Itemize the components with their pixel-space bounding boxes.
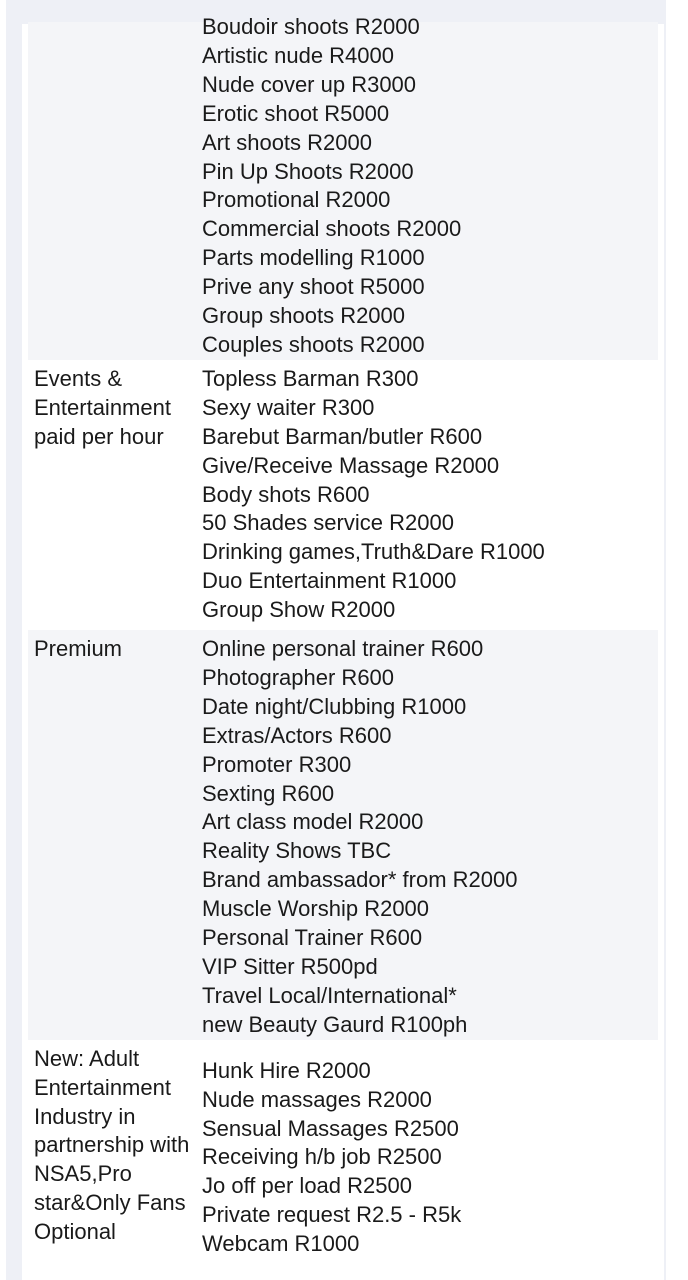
category-label: Premium bbox=[34, 636, 123, 662]
service-item: new Beauty Gaurd R100ph bbox=[202, 1011, 468, 1037]
category-label bbox=[34, 22, 198, 25]
service-item: Sensual Massages R2500 bbox=[202, 1115, 459, 1141]
service-item: Brand ambassador* from R2000 bbox=[202, 867, 518, 893]
service-item: Photographer R600 bbox=[202, 664, 395, 690]
service-item: Nude cover up R3000 bbox=[202, 71, 417, 97]
service-item: Personal Trainer R600 bbox=[202, 925, 423, 951]
service-item: Art class model R2000 bbox=[202, 809, 424, 835]
table-row bbox=[28, 365, 658, 625]
service-item: Reality Shows TBC bbox=[202, 838, 392, 864]
service-item: Commercial shoots R2000 bbox=[202, 216, 462, 242]
service-item: Erotic shoot R5000 bbox=[202, 100, 390, 126]
page-margin-right bbox=[666, 0, 688, 1280]
service-list bbox=[202, 13, 658, 360]
service-item: Jo off per load R2500 bbox=[202, 1173, 412, 1199]
service-item: Receiving h/b job R2500 bbox=[202, 1144, 442, 1170]
table-row bbox=[28, 630, 658, 1040]
service-list bbox=[202, 1045, 658, 1259]
page-margin-left bbox=[0, 0, 6, 1280]
service-item: Duo Entertainment R1000 bbox=[202, 568, 457, 594]
service-item: Promotional R2000 bbox=[202, 187, 391, 213]
service-item: Parts modelling R1000 bbox=[202, 245, 425, 271]
service-item: Prive any shoot R5000 bbox=[202, 274, 425, 300]
services-cell bbox=[198, 1045, 658, 1259]
category-label: Events & Entertainment paid per hour bbox=[34, 365, 171, 449]
service-item: Sexy waiter R300 bbox=[202, 394, 375, 420]
services-cell bbox=[198, 365, 658, 625]
service-item: Artistic nude R4000 bbox=[202, 42, 394, 68]
category-label: New: Adult Entertainment Industry in partnership with NSA5,Pro star&Only Fans Optional bbox=[34, 1045, 190, 1245]
service-list bbox=[202, 630, 658, 1040]
service-item: Travel Local/International* bbox=[202, 982, 457, 1008]
services-cell bbox=[198, 14, 658, 360]
category-cell bbox=[28, 630, 198, 1040]
services-rate-table bbox=[28, 14, 658, 1259]
services-cell bbox=[198, 630, 658, 1040]
service-item: Group shoots R2000 bbox=[202, 303, 406, 329]
service-item: Body shots R600 bbox=[202, 481, 370, 507]
service-item: VIP Sitter R500pd bbox=[202, 954, 378, 979]
table-row bbox=[28, 22, 658, 360]
service-item: Art shoots R2000 bbox=[202, 129, 372, 155]
service-item: Muscle Worship R2000 bbox=[202, 896, 430, 922]
service-item: Drinking games,Truth&Dare R1000 bbox=[202, 539, 545, 565]
service-item: Hunk Hire R2000 bbox=[202, 1057, 371, 1083]
service-item: Private request R2.5 - R5k bbox=[202, 1202, 462, 1228]
table-row bbox=[28, 1045, 658, 1259]
service-item: Extras/Actors R600 bbox=[202, 722, 392, 748]
service-list bbox=[202, 365, 658, 625]
service-item: Boudoir shoots R2000 bbox=[202, 14, 420, 39]
service-item: 50 Shades service R2000 bbox=[202, 510, 454, 536]
category-cell bbox=[28, 22, 198, 360]
service-item: Sexting R600 bbox=[202, 780, 335, 806]
service-item: Barebut Barman/butler R600 bbox=[202, 423, 483, 449]
service-item: Topless Barman R300 bbox=[202, 365, 419, 391]
service-item: Group Show R2000 bbox=[202, 597, 396, 623]
service-item: Pin Up Shoots R2000 bbox=[202, 158, 414, 184]
service-item: Webcam R1000 bbox=[202, 1231, 360, 1257]
service-item: Online personal trainer R600 bbox=[202, 636, 484, 662]
service-item: Nude massages R2000 bbox=[202, 1086, 432, 1112]
service-item: Promoter R300 bbox=[202, 751, 352, 777]
category-cell bbox=[28, 1045, 198, 1259]
service-item: Date night/Clubbing R1000 bbox=[202, 693, 467, 719]
service-item: Couples shoots R2000 bbox=[202, 331, 425, 357]
service-item: Give/Receive Massage R2000 bbox=[202, 452, 500, 478]
category-cell bbox=[28, 365, 198, 625]
